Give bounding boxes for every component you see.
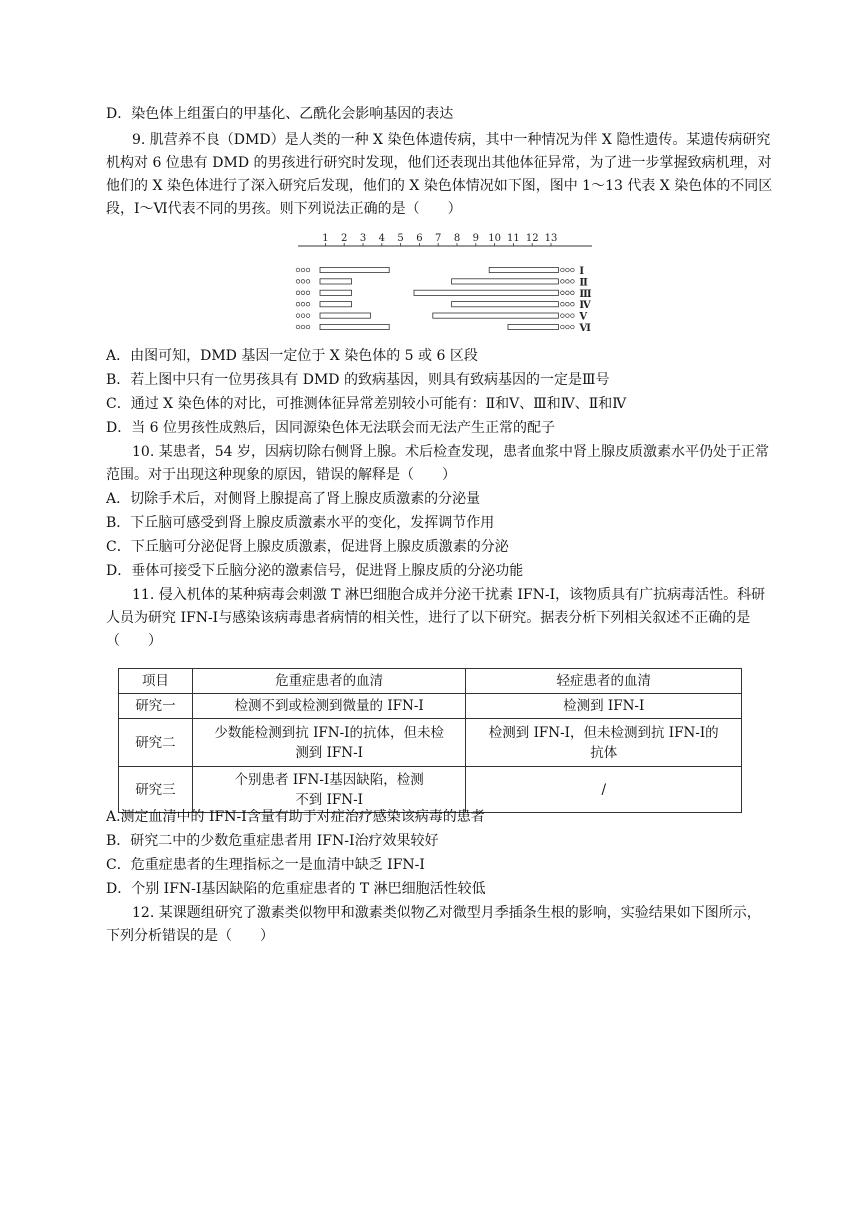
scale-tick-label: 1 <box>322 233 329 244</box>
x-chromosome-diagram <box>292 228 612 340</box>
boy-row-label: Ⅲ <box>579 288 592 300</box>
table-cell: 研究三 <box>119 767 193 813</box>
chromosome-segment-bar <box>489 267 558 272</box>
table-cell: 检测不到或检测到微量的 IFN-Ⅰ <box>192 694 466 719</box>
scale-tick-label: 8 <box>453 233 461 244</box>
scale-tick-label: 11 <box>507 233 520 244</box>
chromosome-dot <box>306 302 310 306</box>
q12-stem-line-1: 12. 某课题组研究了激素类似物甲和激素类似物乙对微型月季插条生根的影响，实验结果如下图所示， <box>132 905 761 921</box>
chromosome-dot <box>306 268 310 272</box>
chromosome-segment-bar <box>452 302 559 307</box>
chromosome-segment-bar <box>414 290 558 295</box>
q9-stem-line-3: 他们的 X 染色体进行了深入研究后发现，他们的 X 染色体情况如下图，图中 1～13 代表 X 染色体的不同区 <box>106 178 773 194</box>
chromosome-dot <box>306 325 310 329</box>
table-row <box>119 719 742 767</box>
q12-stem-line-2: 下列分析错误的是（ ） <box>106 928 274 944</box>
chromosome-segment-bar <box>320 279 352 284</box>
scale-tick-label: 7 <box>435 233 442 244</box>
chromosome-dot <box>566 291 570 295</box>
q9-option-b: B．若上图中只有一位男孩具有 DMD 的致病基因，则具有致病基因的一定是Ⅲ号 <box>106 372 610 388</box>
table-cell: 检测到 IFN-Ⅰ <box>466 694 742 719</box>
chromosome-dot <box>296 314 300 318</box>
chromosome-segment-bar <box>452 279 559 284</box>
q11-stem-line-3: （ ） <box>106 633 162 649</box>
chromosome-dot <box>296 268 300 272</box>
chromosome-dot <box>561 314 565 318</box>
q10-option-b: B．下丘脑可感受到肾上腺皮质激素水平的变化，发挥调节作用 <box>106 515 495 531</box>
chromosome-dot <box>571 280 575 284</box>
chromosome-dot <box>301 314 305 318</box>
chromosome-dot <box>571 268 575 272</box>
chromosome-dot <box>571 325 575 329</box>
table-header-cell: 轻症患者的血清 <box>466 669 742 694</box>
q9-stem-line-1: 9. 肌营养不良（DMD）是人类的一种 X 染色体遗传病，其中一种情况为伴 X 隐性遗传。某遗传病研究 <box>132 132 771 148</box>
boy-row-label: Ⅱ <box>579 277 588 289</box>
chromosome-dot <box>561 291 565 295</box>
q10-option-d: D．垂体可接受下丘脑分泌的激素信号，促进肾上腺皮质的分泌功能 <box>106 563 524 579</box>
chromosome-segment-bar <box>320 324 389 329</box>
scale-tick-label: 10 <box>488 233 501 244</box>
chromosome-dot <box>561 325 565 329</box>
table-row <box>119 767 742 813</box>
q9-option-c: C．通过 X 染色体的对比，可推测体征异常差别较小可能有：Ⅱ和Ⅴ、Ⅲ和Ⅳ、Ⅱ和Ⅳ <box>106 396 627 412</box>
scale-tick-label: 13 <box>544 233 558 244</box>
chromosome-dot <box>561 280 565 284</box>
scale-tick-label: 9 <box>472 233 479 244</box>
q10-option-a: A．切除手术后，对侧肾上腺提高了肾上腺皮质激素的分泌量 <box>106 491 481 507</box>
q11-option-b: B．研究二中的少数危重症患者用 IFN-Ⅰ治疗效果较好 <box>106 833 439 849</box>
q11-option-c: C．危重症患者的生理指标之一是血清中缺乏 IFN-Ⅰ <box>106 857 425 873</box>
chromosome-dot <box>566 325 570 329</box>
scale-tick-label: 4 <box>378 233 385 244</box>
chromosome-dot <box>296 325 300 329</box>
table-cell: 个别患者 IFN-Ⅰ基因缺陷，检测不到 IFN-Ⅰ <box>192 767 466 813</box>
chromosome-dot <box>566 280 570 284</box>
chromosome-dot <box>301 302 305 306</box>
q10-option-c: C．下丘脑可分泌促肾上腺皮质激素，促进肾上腺皮质激素的分泌 <box>106 539 509 555</box>
chromosome-segment-bar <box>320 302 352 307</box>
q9-stem-line-4: 段，Ⅰ～Ⅵ代表不同的男孩。则下列说法正确的是（ ） <box>106 201 462 217</box>
table-header-row <box>119 669 742 694</box>
boy-row-label: Ⅵ <box>579 323 591 334</box>
q9-option-a: A．由图可知，DMD 基因一定位于 X 染色体的 5 或 6 区段 <box>106 348 478 364</box>
chromosome-dot <box>296 302 300 306</box>
table-cell: 研究二 <box>119 719 193 767</box>
chromosome-dot <box>566 314 570 318</box>
table-row <box>119 694 742 719</box>
chromosome-dot <box>566 302 570 306</box>
chromosome-dot <box>296 280 300 284</box>
chromosome-dot <box>566 268 570 272</box>
table-cell: 少数能检测到抗 IFN-Ⅰ的抗体，但未检测到 IFN-Ⅰ <box>192 719 466 767</box>
chromosome-segment-bar <box>320 267 389 272</box>
scale-tick-label: 3 <box>359 233 367 244</box>
chromosome-segment-bar <box>433 313 559 318</box>
chromosome-dot <box>296 291 300 295</box>
chromosome-dot <box>301 268 305 272</box>
scale-tick-label: 12 <box>525 233 539 244</box>
table-cell: 检测到 IFN-Ⅰ，但未检测到抗 IFN-Ⅰ的抗体 <box>466 719 742 767</box>
q10-stem-line-2: 范围。对于出现这种现象的原因，错误的解释是（ ） <box>106 467 456 483</box>
chromosome-dot <box>561 302 565 306</box>
chromosome-segment-bar <box>320 313 370 318</box>
chromosome-dot <box>306 314 310 318</box>
scale-tick-label: 5 <box>397 233 404 244</box>
chromosome-dot <box>301 291 305 295</box>
q9-option-d: D．当 6 位男孩性成熟后，因同源染色体无法联会而无法产生正常的配子 <box>106 420 556 436</box>
table-cell: 研究一 <box>119 694 193 719</box>
table-header-cell: 项目 <box>119 669 193 694</box>
q11-stem-line-2: 人员为研究 IFN-Ⅰ与感染该病毒患者病情的相关性，进行了以下研究。据表分析下列相关叙述不正确的是 <box>106 610 751 626</box>
q9-stem-line-2: 机构对 6 位患有 DMD 的男孩进行研究时发现，他们还表现出其他体征异常，为了进一步掌握致病机理，对 <box>106 155 772 171</box>
chromosome-dot <box>571 314 575 318</box>
q8-option-d: D．染色体上组蛋白的甲基化、乙酰化会影响基因的表达 <box>106 106 454 122</box>
chromosome-dot <box>306 291 310 295</box>
ifn-study-table <box>118 668 742 813</box>
chromosome-dot <box>301 280 305 284</box>
scale-tick-label: 6 <box>416 233 423 244</box>
table-cell: / <box>466 767 742 813</box>
q11-stem-line-1: 11. 侵入机体的某种病毒会刺激 T 淋巴细胞合成并分泌干扰素 IFN-Ⅰ，该物质具有广抗病毒活性。科研 <box>132 587 766 603</box>
scale-tick-label: 2 <box>341 233 348 244</box>
q10-stem-line-1: 10. 某患者，54 岁，因病切除右侧肾上腺。术后检查发现，患者血浆中肾上腺皮质激素水平仍处于正常 <box>132 444 769 460</box>
q11-option-d: D．个别 IFN-Ⅰ基因缺陷的危重症患者的 T 淋巴细胞活性较低 <box>106 881 486 897</box>
table-header-cell: 危重症患者的血清 <box>192 669 466 694</box>
chromosome-dot <box>301 325 305 329</box>
chromosome-dot <box>571 302 575 306</box>
chromosome-dot <box>571 291 575 295</box>
chromosome-dot <box>306 280 310 284</box>
boy-row-label: Ⅴ <box>579 311 588 323</box>
boy-row-label: Ⅳ <box>579 300 591 312</box>
chromosome-segment-bar <box>508 324 558 329</box>
boy-row-label: Ⅰ <box>579 266 585 277</box>
chromosome-dot <box>561 268 565 272</box>
q11-option-a: A.测定血清中的 IFN-Ⅰ含量有助于对症治疗感染该病毒的患者 <box>106 809 485 825</box>
chromosome-segment-bar <box>320 290 352 295</box>
